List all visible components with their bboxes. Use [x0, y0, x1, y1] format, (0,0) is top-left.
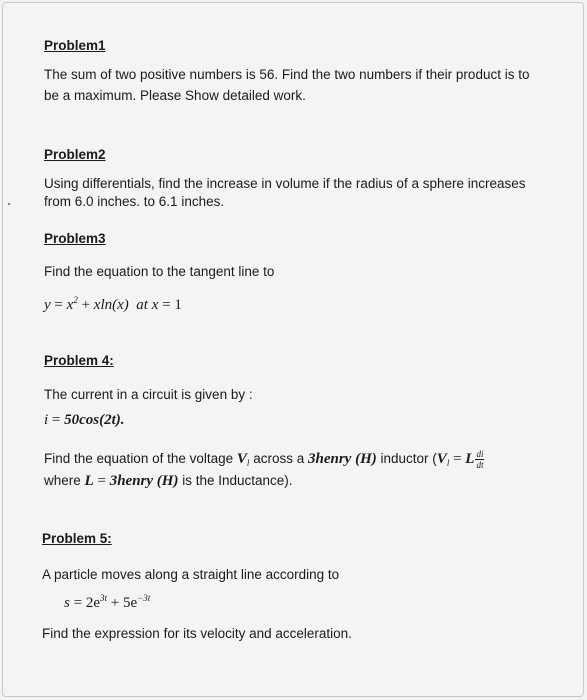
problem3-heading: Problem3: [44, 231, 106, 246]
eq-var: x: [151, 297, 159, 313]
eq-x: x: [66, 297, 74, 313]
problem4-current-equation: i = 50cos(2t).: [44, 412, 125, 428]
problem1-heading: Problem1: [44, 38, 106, 53]
s-lhs: s: [64, 595, 70, 611]
problem4-line1: The current in a circuit is given by :: [44, 387, 253, 402]
current-rhs: 50cos(2t).: [64, 412, 125, 428]
problem2-line1: Using differentials, find the increase in volume if the radius of a sphere increases: [44, 176, 526, 191]
problem3-line1: Find the equation to the tangent line to: [44, 264, 275, 279]
problem2-heading: Problem2: [44, 147, 106, 162]
henry-term: 3henry (H): [308, 451, 377, 468]
problem1-line1: The sum of two positive numbers is 56. Find the two numbers if their product is to: [44, 67, 530, 82]
eq-exponent: 2: [73, 295, 78, 305]
problem4-line3: where L = 3henry (H) is the Inductance).: [44, 473, 293, 489]
di-dt-fraction: $\frac{di}{dt}$: [476, 449, 484, 470]
problem2-line2: from 6.0 inches. to 6.1 inches.: [44, 194, 225, 209]
voltage-symbol: V: [236, 451, 247, 468]
current-lhs: i: [44, 412, 49, 428]
eq-lhs: y: [44, 297, 51, 313]
problem5-equation: $s = 2e^{3t} + 5e^{-3t}$: [64, 593, 151, 611]
problem4-line2: Find the equation of the voltage $V_l$ across a 3henry (H) inductor ($V_l = L$ $\frac{di}{dt}$: [44, 449, 484, 470]
problem4-heading: Problem 4:: [44, 353, 114, 368]
problem5-heading: Problem 5:: [42, 531, 112, 546]
problem3-equation: $y = x^2 + xln(x)$ at x = 1: [44, 295, 182, 313]
eq-val: 1: [174, 297, 182, 313]
problem5-line2: Find the expression for its velocity and acceleration.: [42, 626, 352, 641]
margin-dot: [8, 203, 10, 205]
problem5-line1: A particle moves along a straight line according to: [42, 567, 340, 582]
eq-xlnx: xln(x): [93, 297, 129, 313]
problem1-line2: be a maximum. Please Show detailed work.: [44, 88, 306, 103]
eq-at: at: [136, 297, 148, 313]
